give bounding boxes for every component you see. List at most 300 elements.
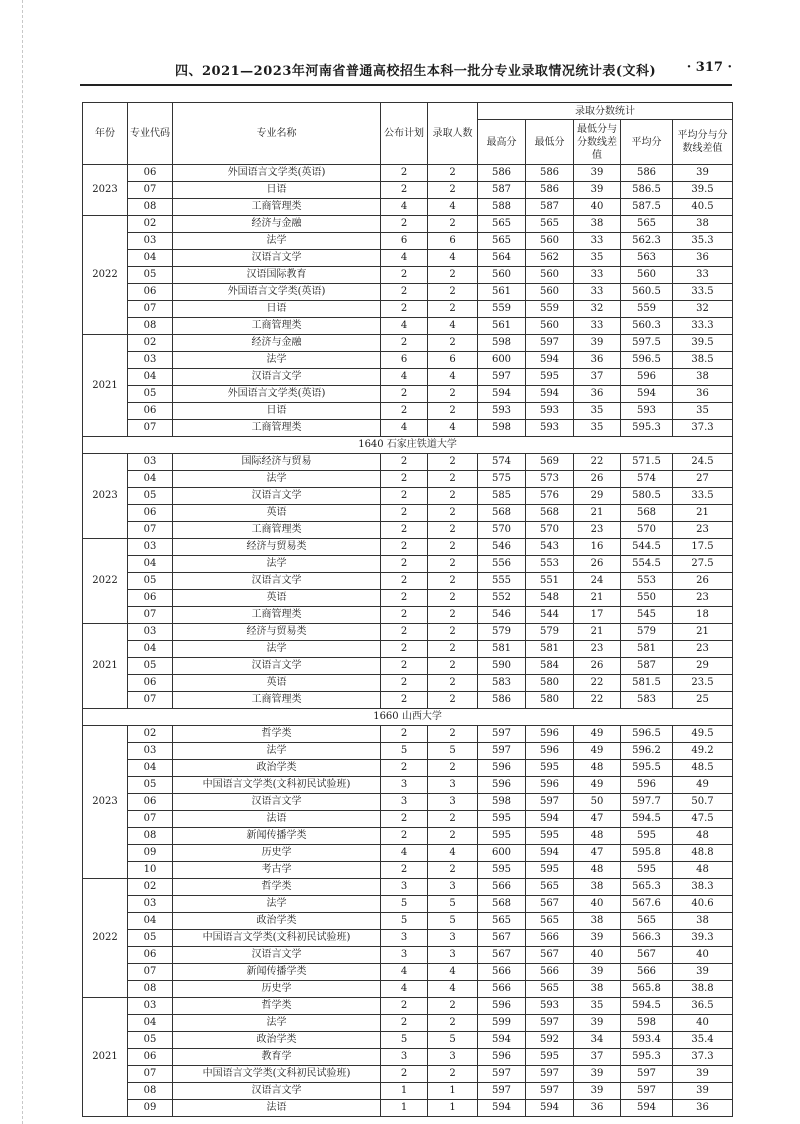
avg-diff-cell: 40.6 bbox=[673, 896, 733, 913]
major-name-cell: 法语 bbox=[173, 811, 381, 828]
plan-cell: 4 bbox=[381, 981, 428, 998]
table-row bbox=[83, 862, 733, 879]
avg-diff-cell: 35.3 bbox=[673, 233, 733, 250]
table-row bbox=[83, 318, 733, 335]
major-name-cell: 工商管理类 bbox=[173, 420, 381, 437]
major-code-cell: 06 bbox=[128, 505, 173, 522]
major-name-cell: 法语 bbox=[173, 1100, 381, 1117]
major-name-cell: 法学 bbox=[173, 1015, 381, 1032]
min-score-cell: 566 bbox=[526, 964, 574, 981]
major-code-cell: 05 bbox=[128, 386, 173, 403]
avg-score-cell: 594 bbox=[621, 1100, 673, 1117]
min-score-cell: 592 bbox=[526, 1032, 574, 1049]
min-diff-cell: 33 bbox=[574, 284, 621, 301]
col-header-max: 最高分 bbox=[478, 120, 526, 165]
major-name-cell: 汉语言文学 bbox=[173, 369, 381, 386]
plan-cell: 4 bbox=[381, 420, 428, 437]
min-diff-cell: 26 bbox=[574, 471, 621, 488]
major-name-cell: 历史学 bbox=[173, 845, 381, 862]
major-code-cell: 05 bbox=[128, 658, 173, 675]
plan-cell: 2 bbox=[381, 624, 428, 641]
min-diff-cell: 37 bbox=[574, 1049, 621, 1066]
admitted-cell: 1 bbox=[428, 1083, 478, 1100]
min-score-cell: 559 bbox=[526, 301, 574, 318]
admitted-cell: 2 bbox=[428, 471, 478, 488]
admitted-cell: 2 bbox=[428, 573, 478, 590]
year-cell: 2022 bbox=[83, 539, 128, 624]
min-score-cell: 594 bbox=[526, 1100, 574, 1117]
major-code-cell: 06 bbox=[128, 675, 173, 692]
avg-score-cell: 562.3 bbox=[621, 233, 673, 250]
plan-cell: 2 bbox=[381, 471, 428, 488]
major-code-cell: 03 bbox=[128, 896, 173, 913]
min-diff-cell: 17 bbox=[574, 607, 621, 624]
admitted-cell: 2 bbox=[428, 335, 478, 352]
min-diff-cell: 48 bbox=[574, 828, 621, 845]
avg-score-cell: 550 bbox=[621, 590, 673, 607]
plan-cell: 1 bbox=[381, 1083, 428, 1100]
max-score-cell: 600 bbox=[478, 845, 526, 862]
table-row bbox=[83, 420, 733, 437]
max-score-cell: 594 bbox=[478, 1032, 526, 1049]
avg-diff-cell: 40 bbox=[673, 1015, 733, 1032]
min-score-cell: 560 bbox=[526, 267, 574, 284]
admitted-cell: 2 bbox=[428, 267, 478, 284]
major-code-cell: 08 bbox=[128, 1083, 173, 1100]
avg-score-cell: 594.5 bbox=[621, 998, 673, 1015]
min-score-cell: 562 bbox=[526, 250, 574, 267]
max-score-cell: 596 bbox=[478, 760, 526, 777]
major-name-cell: 日语 bbox=[173, 301, 381, 318]
max-score-cell: 586 bbox=[478, 692, 526, 709]
avg-score-cell: 545 bbox=[621, 607, 673, 624]
major-code-cell: 03 bbox=[128, 454, 173, 471]
avg-score-cell: 581.5 bbox=[621, 675, 673, 692]
year-cell: 2022 bbox=[83, 879, 128, 998]
avg-score-cell: 587 bbox=[621, 658, 673, 675]
major-name-cell: 中国语言文学类(文科初民试验班) bbox=[173, 777, 381, 794]
avg-score-cell: 565.3 bbox=[621, 879, 673, 896]
min-diff-cell: 21 bbox=[574, 624, 621, 641]
min-diff-cell: 39 bbox=[574, 964, 621, 981]
major-name-cell: 新闻传播学类 bbox=[173, 828, 381, 845]
min-score-cell: 597 bbox=[526, 1083, 574, 1100]
major-code-cell: 07 bbox=[128, 182, 173, 199]
max-score-cell: 597 bbox=[478, 1083, 526, 1100]
table-header bbox=[83, 103, 733, 165]
major-code-cell: 04 bbox=[128, 369, 173, 386]
col-header-avg: 平均分 bbox=[621, 120, 673, 165]
avg-diff-cell: 33.3 bbox=[673, 318, 733, 335]
plan-cell: 2 bbox=[381, 284, 428, 301]
max-score-cell: 586 bbox=[478, 165, 526, 182]
major-code-cell: 03 bbox=[128, 233, 173, 250]
major-name-cell: 汉语国际教育 bbox=[173, 267, 381, 284]
avg-score-cell: 587.5 bbox=[621, 199, 673, 216]
avg-diff-cell: 33.5 bbox=[673, 488, 733, 505]
major-code-cell: 06 bbox=[128, 284, 173, 301]
major-name-cell: 历史学 bbox=[173, 981, 381, 998]
table-row bbox=[83, 624, 733, 641]
avg-diff-cell: 39.5 bbox=[673, 182, 733, 199]
table-row bbox=[83, 879, 733, 896]
min-diff-cell: 23 bbox=[574, 641, 621, 658]
admitted-cell: 2 bbox=[428, 726, 478, 743]
avg-score-cell: 560.3 bbox=[621, 318, 673, 335]
admitted-cell: 2 bbox=[428, 301, 478, 318]
plan-cell: 3 bbox=[381, 930, 428, 947]
min-score-cell: 596 bbox=[526, 743, 574, 760]
plan-cell: 1 bbox=[381, 1100, 428, 1117]
avg-diff-cell: 36.5 bbox=[673, 998, 733, 1015]
max-score-cell: 597 bbox=[478, 743, 526, 760]
major-code-cell: 08 bbox=[128, 199, 173, 216]
major-name-cell: 工商管理类 bbox=[173, 692, 381, 709]
table-row bbox=[83, 335, 733, 352]
min-diff-cell: 47 bbox=[574, 845, 621, 862]
avg-score-cell: 586 bbox=[621, 165, 673, 182]
major-code-cell: 07 bbox=[128, 692, 173, 709]
table-row bbox=[83, 301, 733, 318]
admitted-cell: 3 bbox=[428, 1049, 478, 1066]
min-score-cell: 567 bbox=[526, 896, 574, 913]
min-score-cell: 569 bbox=[526, 454, 574, 471]
avg-diff-cell: 26 bbox=[673, 573, 733, 590]
table-row bbox=[83, 369, 733, 386]
school-row bbox=[83, 709, 733, 726]
avg-score-cell: 597 bbox=[621, 1066, 673, 1083]
major-code-cell: 08 bbox=[128, 981, 173, 998]
min-score-cell: 595 bbox=[526, 828, 574, 845]
min-score-cell: 544 bbox=[526, 607, 574, 624]
table-row bbox=[83, 233, 733, 250]
table-row bbox=[83, 182, 733, 199]
major-code-cell: 07 bbox=[128, 420, 173, 437]
avg-score-cell: 597.7 bbox=[621, 794, 673, 811]
avg-score-cell: 596.5 bbox=[621, 352, 673, 369]
table-row bbox=[83, 845, 733, 862]
min-score-cell: 570 bbox=[526, 522, 574, 539]
min-diff-cell: 22 bbox=[574, 454, 621, 471]
table-row bbox=[83, 981, 733, 998]
min-diff-cell: 38 bbox=[574, 913, 621, 930]
min-score-cell: 573 bbox=[526, 471, 574, 488]
avg-score-cell: 594 bbox=[621, 386, 673, 403]
avg-score-cell: 570 bbox=[621, 522, 673, 539]
avg-score-cell: 595 bbox=[621, 862, 673, 879]
avg-score-cell: 544.5 bbox=[621, 539, 673, 556]
major-name-cell: 英语 bbox=[173, 505, 381, 522]
major-name-cell: 汉语言文学 bbox=[173, 1083, 381, 1100]
min-score-cell: 587 bbox=[526, 199, 574, 216]
major-code-cell: 05 bbox=[128, 1032, 173, 1049]
avg-score-cell: 574 bbox=[621, 471, 673, 488]
major-code-cell: 03 bbox=[128, 352, 173, 369]
table-row bbox=[83, 284, 733, 301]
major-code-cell: 04 bbox=[128, 641, 173, 658]
plan-cell: 4 bbox=[381, 369, 428, 386]
avg-diff-cell: 50.7 bbox=[673, 794, 733, 811]
avg-diff-cell: 48 bbox=[673, 862, 733, 879]
min-score-cell: 595 bbox=[526, 369, 574, 386]
avg-diff-cell: 39.3 bbox=[673, 930, 733, 947]
avg-score-cell: 554.5 bbox=[621, 556, 673, 573]
plan-cell: 2 bbox=[381, 675, 428, 692]
min-diff-cell: 47 bbox=[574, 811, 621, 828]
major-code-cell: 02 bbox=[128, 335, 173, 352]
avg-diff-cell: 38 bbox=[673, 913, 733, 930]
avg-diff-cell: 36 bbox=[673, 250, 733, 267]
plan-cell: 4 bbox=[381, 964, 428, 981]
admitted-cell: 5 bbox=[428, 913, 478, 930]
plan-cell: 2 bbox=[381, 862, 428, 879]
table-row bbox=[83, 386, 733, 403]
min-diff-cell: 35 bbox=[574, 420, 621, 437]
avg-score-cell: 595.5 bbox=[621, 760, 673, 777]
plan-cell: 4 bbox=[381, 845, 428, 862]
major-name-cell: 政治学类 bbox=[173, 913, 381, 930]
min-diff-cell: 22 bbox=[574, 675, 621, 692]
avg-score-cell: 597 bbox=[621, 1083, 673, 1100]
min-diff-cell: 38 bbox=[574, 879, 621, 896]
table-row bbox=[83, 403, 733, 420]
plan-cell: 2 bbox=[381, 216, 428, 233]
max-score-cell: 546 bbox=[478, 607, 526, 624]
avg-diff-cell: 49 bbox=[673, 777, 733, 794]
avg-score-cell: 560.5 bbox=[621, 284, 673, 301]
plan-cell: 3 bbox=[381, 947, 428, 964]
max-score-cell: 556 bbox=[478, 556, 526, 573]
admitted-cell: 2 bbox=[428, 658, 478, 675]
plan-cell: 2 bbox=[381, 811, 428, 828]
max-score-cell: 598 bbox=[478, 794, 526, 811]
admitted-cell: 4 bbox=[428, 250, 478, 267]
avg-diff-cell: 47.5 bbox=[673, 811, 733, 828]
min-diff-cell: 49 bbox=[574, 743, 621, 760]
table-row bbox=[83, 454, 733, 471]
table-row bbox=[83, 488, 733, 505]
max-score-cell: 593 bbox=[478, 403, 526, 420]
avg-score-cell: 563 bbox=[621, 250, 673, 267]
admitted-cell: 5 bbox=[428, 1032, 478, 1049]
max-score-cell: 598 bbox=[478, 335, 526, 352]
avg-diff-cell: 35.4 bbox=[673, 1032, 733, 1049]
page-number: · 317 · bbox=[686, 60, 732, 75]
admitted-cell: 3 bbox=[428, 777, 478, 794]
plan-cell: 6 bbox=[381, 233, 428, 250]
admitted-cell: 3 bbox=[428, 879, 478, 896]
avg-score-cell: 566.3 bbox=[621, 930, 673, 947]
min-score-cell: 596 bbox=[526, 726, 574, 743]
major-name-cell: 日语 bbox=[173, 182, 381, 199]
avg-diff-cell: 39 bbox=[673, 964, 733, 981]
col-header-plan: 公布计划 bbox=[381, 103, 428, 165]
avg-score-cell: 595 bbox=[621, 828, 673, 845]
table-body bbox=[83, 165, 733, 1117]
min-diff-cell: 39 bbox=[574, 1083, 621, 1100]
min-score-cell: 553 bbox=[526, 556, 574, 573]
min-diff-cell: 29 bbox=[574, 488, 621, 505]
avg-diff-cell: 18 bbox=[673, 607, 733, 624]
max-score-cell: 595 bbox=[478, 828, 526, 845]
min-diff-cell: 39 bbox=[574, 165, 621, 182]
school-name: 1660 山西大学 bbox=[83, 709, 733, 726]
avg-score-cell: 597.5 bbox=[621, 335, 673, 352]
major-name-cell: 法学 bbox=[173, 556, 381, 573]
avg-diff-cell: 23 bbox=[673, 641, 733, 658]
avg-score-cell: 596 bbox=[621, 369, 673, 386]
min-diff-cell: 36 bbox=[574, 1100, 621, 1117]
major-code-cell: 09 bbox=[128, 845, 173, 862]
max-score-cell: 574 bbox=[478, 454, 526, 471]
min-score-cell: 593 bbox=[526, 403, 574, 420]
avg-score-cell: 565 bbox=[621, 913, 673, 930]
min-diff-cell: 36 bbox=[574, 352, 621, 369]
min-score-cell: 579 bbox=[526, 624, 574, 641]
admitted-cell: 4 bbox=[428, 318, 478, 335]
max-score-cell: 565 bbox=[478, 216, 526, 233]
avg-score-cell: 559 bbox=[621, 301, 673, 318]
col-header-min: 最低分 bbox=[526, 120, 574, 165]
avg-score-cell: 593 bbox=[621, 403, 673, 420]
page-title: 四、2021—2023年河南省普通高校招生本科一批分专业录取情况统计表(文科) bbox=[175, 64, 657, 79]
admitted-cell: 2 bbox=[428, 556, 478, 573]
major-code-cell: 10 bbox=[128, 862, 173, 879]
max-score-cell: 564 bbox=[478, 250, 526, 267]
min-diff-cell: 48 bbox=[574, 760, 621, 777]
min-score-cell: 594 bbox=[526, 845, 574, 862]
plan-cell: 5 bbox=[381, 743, 428, 760]
avg-score-cell: 580.5 bbox=[621, 488, 673, 505]
table-row bbox=[83, 1083, 733, 1100]
min-score-cell: 566 bbox=[526, 930, 574, 947]
min-diff-cell: 26 bbox=[574, 658, 621, 675]
min-score-cell: 594 bbox=[526, 352, 574, 369]
major-code-cell: 07 bbox=[128, 811, 173, 828]
plan-cell: 2 bbox=[381, 828, 428, 845]
major-name-cell: 工商管理类 bbox=[173, 607, 381, 624]
min-score-cell: 568 bbox=[526, 505, 574, 522]
max-score-cell: 568 bbox=[478, 505, 526, 522]
min-score-cell: 594 bbox=[526, 811, 574, 828]
max-score-cell: 565 bbox=[478, 913, 526, 930]
major-code-cell: 08 bbox=[128, 828, 173, 845]
avg-diff-cell: 29 bbox=[673, 658, 733, 675]
major-name-cell: 法学 bbox=[173, 743, 381, 760]
max-score-cell: 570 bbox=[478, 522, 526, 539]
table-row bbox=[83, 828, 733, 845]
admitted-cell: 4 bbox=[428, 420, 478, 437]
max-score-cell: 559 bbox=[478, 301, 526, 318]
major-code-cell: 02 bbox=[128, 216, 173, 233]
plan-cell: 2 bbox=[381, 726, 428, 743]
min-score-cell: 595 bbox=[526, 1049, 574, 1066]
major-code-cell: 04 bbox=[128, 1015, 173, 1032]
year-cell: 2022 bbox=[83, 216, 128, 335]
major-name-cell: 政治学类 bbox=[173, 1032, 381, 1049]
max-score-cell: 581 bbox=[478, 641, 526, 658]
avg-score-cell: 594.5 bbox=[621, 811, 673, 828]
major-code-cell: 06 bbox=[128, 1049, 173, 1066]
table-row bbox=[83, 794, 733, 811]
avg-diff-cell: 38 bbox=[673, 369, 733, 386]
min-score-cell: 581 bbox=[526, 641, 574, 658]
table-row bbox=[83, 641, 733, 658]
plan-cell: 4 bbox=[381, 318, 428, 335]
admitted-cell: 3 bbox=[428, 930, 478, 947]
major-name-cell: 新闻传播学类 bbox=[173, 964, 381, 981]
year-cell: 2023 bbox=[83, 726, 128, 879]
table-row bbox=[83, 267, 733, 284]
min-score-cell: 597 bbox=[526, 1066, 574, 1083]
avg-diff-cell: 38.8 bbox=[673, 981, 733, 998]
min-diff-cell: 35 bbox=[574, 403, 621, 420]
major-name-cell: 法学 bbox=[173, 352, 381, 369]
admitted-cell: 3 bbox=[428, 794, 478, 811]
admitted-cell: 2 bbox=[428, 505, 478, 522]
min-diff-cell: 49 bbox=[574, 726, 621, 743]
major-code-cell: 05 bbox=[128, 777, 173, 794]
max-score-cell: 590 bbox=[478, 658, 526, 675]
min-score-cell: 576 bbox=[526, 488, 574, 505]
admitted-cell: 2 bbox=[428, 522, 478, 539]
plan-cell: 2 bbox=[381, 998, 428, 1015]
plan-cell: 5 bbox=[381, 1032, 428, 1049]
min-score-cell: 548 bbox=[526, 590, 574, 607]
school-row bbox=[83, 437, 733, 454]
avg-diff-cell: 23 bbox=[673, 590, 733, 607]
min-diff-cell: 38 bbox=[574, 981, 621, 998]
max-score-cell: 595 bbox=[478, 811, 526, 828]
plan-cell: 2 bbox=[381, 760, 428, 777]
avg-score-cell: 579 bbox=[621, 624, 673, 641]
major-code-cell: 03 bbox=[128, 743, 173, 760]
avg-diff-cell: 40.5 bbox=[673, 199, 733, 216]
plan-cell: 2 bbox=[381, 573, 428, 590]
min-diff-cell: 39 bbox=[574, 930, 621, 947]
plan-cell: 5 bbox=[381, 913, 428, 930]
plan-cell: 3 bbox=[381, 1049, 428, 1066]
major-code-cell: 04 bbox=[128, 250, 173, 267]
plan-cell: 2 bbox=[381, 403, 428, 420]
table-row bbox=[83, 675, 733, 692]
major-code-cell: 04 bbox=[128, 913, 173, 930]
major-name-cell: 教育学 bbox=[173, 1049, 381, 1066]
major-code-cell: 05 bbox=[128, 573, 173, 590]
plan-cell: 4 bbox=[381, 199, 428, 216]
min-score-cell: 586 bbox=[526, 165, 574, 182]
table-row bbox=[83, 998, 733, 1015]
school-name: 1640 石家庄铁道大学 bbox=[83, 437, 733, 454]
min-score-cell: 594 bbox=[526, 386, 574, 403]
max-score-cell: 566 bbox=[478, 981, 526, 998]
max-score-cell: 552 bbox=[478, 590, 526, 607]
major-code-cell: 07 bbox=[128, 522, 173, 539]
table-row bbox=[83, 1049, 733, 1066]
avg-diff-cell: 32 bbox=[673, 301, 733, 318]
col-header-avg-diff: 平均分与分数线差值 bbox=[673, 120, 733, 165]
avg-diff-cell: 36 bbox=[673, 1100, 733, 1117]
major-code-cell: 03 bbox=[128, 998, 173, 1015]
plan-cell: 2 bbox=[381, 267, 428, 284]
avg-diff-cell: 40 bbox=[673, 947, 733, 964]
major-name-cell: 经济与金融 bbox=[173, 216, 381, 233]
min-score-cell: 543 bbox=[526, 539, 574, 556]
avg-diff-cell: 39.5 bbox=[673, 335, 733, 352]
table-row bbox=[83, 199, 733, 216]
max-score-cell: 596 bbox=[478, 998, 526, 1015]
col-header-major-name: 专业名称 bbox=[173, 103, 381, 165]
